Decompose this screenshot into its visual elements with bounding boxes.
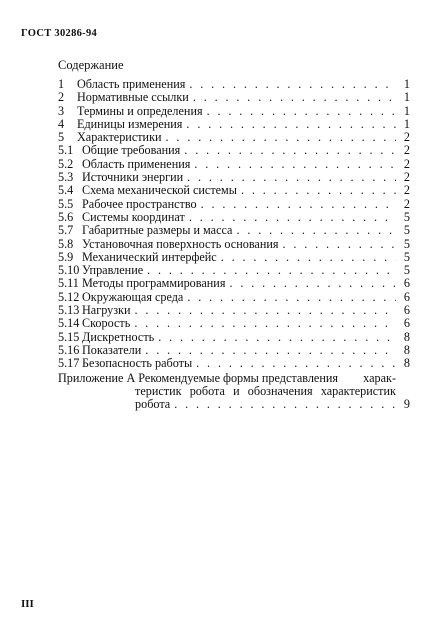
toc-entry-label: Установочная поверхность основания (82, 236, 279, 251)
toc-entry (58, 118, 410, 131)
toc-entry-label: Общие требования (82, 143, 181, 158)
leader-dots (193, 91, 396, 104)
appendix-word: и (233, 383, 240, 398)
toc-entry (58, 291, 410, 304)
toc-entry-number: 5.3 (58, 170, 74, 185)
toc-entry-label: Нагрузки (82, 303, 131, 318)
leader-dots (207, 105, 396, 118)
toc-page-number: 5 (403, 236, 410, 251)
toc-page-number: 1 (403, 103, 410, 118)
toc-entry-label: Термины и определения (77, 103, 203, 118)
appendix-title-part-2: харак- (363, 370, 396, 385)
leader-dots (166, 131, 396, 144)
leader-dots (184, 144, 396, 157)
toc-page-number: 2 (403, 156, 410, 171)
leader-dots (229, 277, 396, 290)
appendix-word: характеристик (320, 383, 396, 398)
toc-entry (58, 331, 410, 344)
toc-entry-number: 5.5 (58, 196, 74, 211)
appendix-line-1 (58, 372, 410, 385)
toc-title: Содержание (58, 58, 124, 72)
toc-entry (58, 251, 410, 264)
toc-entry-number: 2 (58, 90, 65, 105)
toc-entry-label: Характеристики (77, 130, 162, 145)
toc-entry (58, 105, 410, 118)
toc-page-number: 2 (403, 183, 410, 198)
toc-entry-number: 5.8 (58, 236, 74, 251)
toc-entry-label: Рабочее пространство (82, 196, 197, 211)
toc-entry (58, 91, 410, 104)
toc-entry-label: Окружающая среда (82, 289, 184, 304)
toc-entry-label: Область применения (82, 156, 191, 171)
toc-entry-number: 5.16 (58, 342, 80, 357)
appendix-word: робота (189, 383, 225, 398)
toc-entry-label: Единицы измерения (77, 116, 183, 131)
appendix-line-3 (135, 398, 410, 411)
toc-entry-number: 5.6 (58, 209, 74, 224)
toc-entry (58, 357, 410, 370)
toc-page-number: 2 (403, 196, 410, 211)
toc-entry-label: Схема механической системы (82, 183, 237, 198)
toc-page-number: 1 (403, 116, 410, 131)
leader-dots (158, 331, 396, 344)
toc-page-number: 6 (403, 289, 410, 304)
toc-entry (58, 78, 410, 91)
toc-entry-number: 5.15 (58, 329, 80, 344)
toc-entry (58, 144, 410, 157)
toc-entry (58, 224, 410, 237)
toc-entry-label: Область применения (77, 77, 186, 91)
toc-entry-number: 5.12 (58, 289, 80, 304)
document-header: ГОСТ 30286-94 (21, 28, 98, 39)
leader-dots (134, 317, 396, 330)
toc-entry-label: Источники энергии (82, 170, 184, 185)
toc-page-number: 5 (403, 223, 410, 238)
toc-entry-number: 1 (58, 77, 65, 91)
leader-dots (201, 198, 396, 211)
toc-entry-number: 5.7 (58, 223, 74, 238)
toc-entry-number: 5.1 (58, 143, 74, 158)
toc-page-number: 9 (403, 397, 410, 412)
toc-page-number: 5 (403, 263, 410, 278)
toc-page-number: 2 (403, 143, 410, 158)
toc-page-number: 6 (403, 276, 410, 291)
appendix-word: робота (135, 397, 171, 412)
toc-entries (58, 78, 410, 371)
toc-entry-number: 5.2 (58, 156, 74, 171)
toc-entry (58, 158, 410, 171)
table-of-contents (58, 78, 410, 411)
toc-entry-label: Методы программирования (82, 276, 226, 291)
leader-dots (187, 291, 396, 304)
toc-entry-label: Скорость (82, 316, 131, 331)
toc-entry-label: Безопасность работы (82, 356, 193, 371)
toc-entry-number: 5 (58, 130, 65, 145)
leader-dots (187, 171, 396, 184)
toc-entry (58, 264, 410, 277)
toc-entry-number: 5.4 (58, 183, 74, 198)
toc-entry (58, 238, 410, 251)
toc-page-number: 8 (403, 356, 410, 371)
toc-entry (58, 211, 410, 224)
appendix-word: теристик (135, 383, 182, 398)
page-number-footer: III (21, 598, 34, 610)
toc-entry-label: Дискретность (82, 329, 155, 344)
toc-page-number: 1 (403, 90, 410, 105)
toc-entry (58, 304, 410, 317)
toc-page-number: 8 (403, 342, 410, 357)
toc-entry (58, 184, 410, 197)
appendix-title-part-1: Приложение А Рекомендуемые формы представления (58, 370, 338, 385)
toc-page-number: 8 (403, 329, 410, 344)
toc-page-number: 1 (403, 77, 410, 91)
toc-entry (58, 277, 410, 290)
leader-dots (189, 211, 396, 224)
leader-dots (186, 118, 396, 131)
leader-dots (282, 238, 396, 251)
leader-dots (221, 251, 396, 264)
toc-entry-number: 5.17 (58, 356, 80, 371)
leader-dots (135, 304, 397, 317)
toc-page-number: 5 (403, 209, 410, 224)
toc-entry-number: 5.14 (58, 316, 80, 331)
toc-entry-number: 5.11 (58, 276, 79, 291)
leader-dots (236, 224, 396, 237)
toc-entry-label: Управление (82, 263, 144, 278)
leader-dots (147, 264, 396, 277)
toc-appendix-entry (58, 372, 410, 412)
toc-page-number: 2 (403, 170, 410, 185)
toc-entry-number: 5.13 (58, 303, 80, 318)
toc-entry-label: Показатели (82, 342, 142, 357)
toc-entry (58, 344, 410, 357)
toc-entry-number: 4 (58, 116, 65, 131)
toc-entry-number: 3 (58, 103, 65, 118)
toc-entry (58, 198, 410, 211)
toc-entry-label: Механический интерфейс (82, 249, 217, 264)
toc-page-number: 6 (403, 303, 410, 318)
toc-entry-label: Габаритные размеры и масса (82, 223, 233, 238)
toc-entry-number: 5.9 (58, 249, 74, 264)
toc-page-number: 6 (403, 316, 410, 331)
appendix-word: обозначения (247, 383, 313, 398)
toc-entry-number: 5.10 (58, 263, 80, 278)
toc-entry-label: Нормативные ссылки (77, 90, 189, 105)
toc-entry (58, 131, 410, 144)
leader-dots (189, 78, 396, 91)
leader-dots (145, 344, 396, 357)
toc-entry-label: Системы координат (82, 209, 185, 224)
leader-dots (174, 398, 396, 411)
toc-entry (58, 317, 410, 330)
toc-entry (58, 171, 410, 184)
toc-page-number: 5 (403, 249, 410, 264)
leader-dots (196, 357, 396, 370)
leader-dots (241, 184, 396, 197)
toc-page-number: 2 (403, 130, 410, 145)
leader-dots (194, 158, 396, 171)
appendix-line-2 (135, 385, 410, 398)
